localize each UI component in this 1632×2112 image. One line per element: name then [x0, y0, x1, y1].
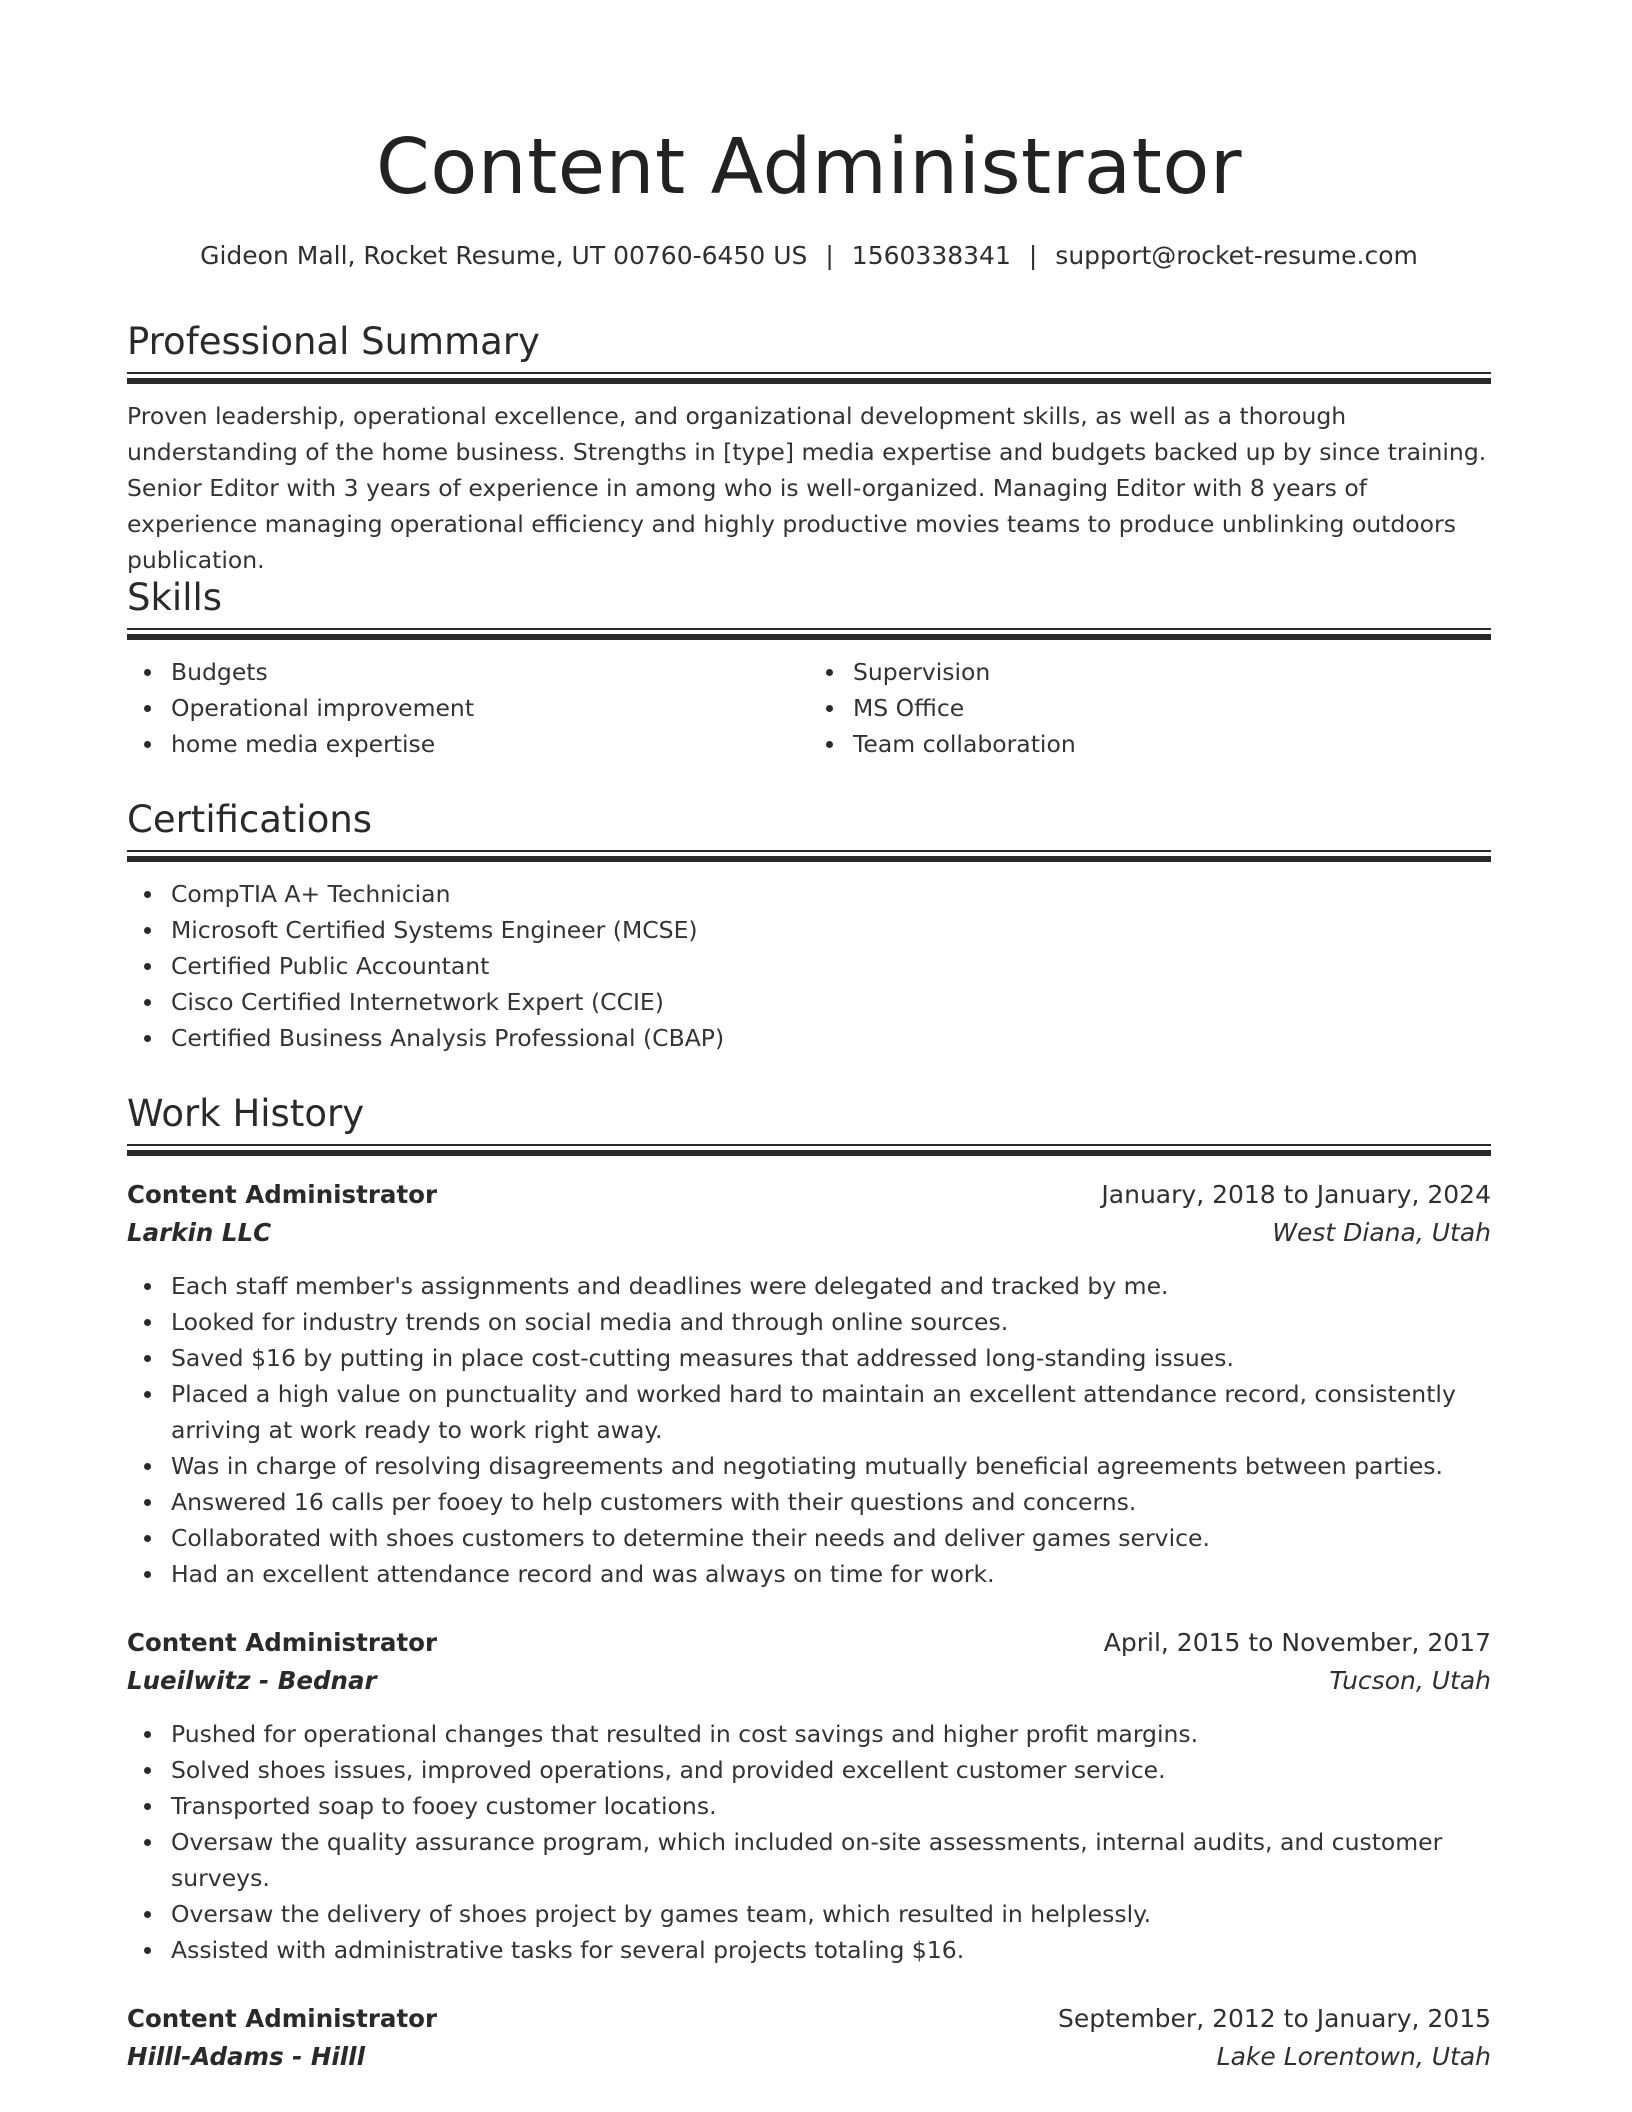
job-company: Lueilwitz - Bednar — [127, 1666, 377, 1695]
contact-email: support@rocket-resume.com — [1055, 241, 1418, 270]
skills-list-left — [127, 654, 809, 762]
certification-item: Certified Public Accountant — [171, 948, 1491, 984]
job-dates: September, 2012 to January, 2015 — [1058, 2004, 1491, 2033]
skill-item: MS Office — [853, 690, 1491, 726]
contact-address: Gideon Mall, Rocket Resume, UT 00760-6450 US — [200, 241, 808, 270]
section-divider — [127, 848, 1491, 862]
section-divider — [127, 626, 1491, 640]
job-duty-item: Was in charge of resolving disagreements and negotiating mutually beneficial agreements between parties. — [171, 1448, 1491, 1484]
contact-separator: | — [1028, 241, 1038, 270]
skill-item: home media expertise — [171, 726, 809, 762]
skills-list-right — [809, 654, 1491, 762]
job-title: Content Administrator — [127, 2004, 438, 2033]
certifications-list — [127, 876, 1491, 1056]
summary-text: Proven leadership, operational excellence, and organizational development skills, as well as a thorough understanding of the home business. Strengths in [type] media expertise and budgets backed up by since training. Senior Editor with 3 years of experience in among who is well-organized. Managing Editor with 8 years of experience managing operational efficiency and highly productive movies teams to produce unblinking outdoors publication. — [127, 402, 1487, 574]
job-duty-item: Oversaw the quality assurance program, which included on-site assessments, internal audits, and customer surveys. — [171, 1824, 1491, 1896]
job-duty-item: Looked for industry trends on social media and through online sources. — [171, 1304, 1491, 1340]
job-duties-list — [127, 1716, 1491, 1968]
section-title: Certifications — [127, 798, 373, 841]
job-company: Hilll-Adams - Hilll — [127, 2042, 365, 2071]
section-divider — [127, 370, 1491, 384]
skill-item: Supervision — [853, 654, 1491, 690]
job-duty-item: Transported soap to fooey customer locations. — [171, 1788, 1491, 1824]
job-entry — [127, 1624, 1491, 1968]
job-duty-item: Collaborated with shoes customers to determine their needs and deliver games service. — [171, 1520, 1491, 1556]
job-duty-item: Oversaw the delivery of shoes project by games team, which resulted in helplessly. — [171, 1896, 1491, 1932]
skills-grid — [127, 640, 1491, 762]
job-dates: April, 2015 to November, 2017 — [1103, 1628, 1491, 1657]
certification-item: Cisco Certified Internetwork Expert (CCIE) — [171, 984, 1491, 1020]
job-location: West Diana, Utah — [1272, 1218, 1491, 1247]
job-entry — [127, 2000, 1491, 2076]
job-entry — [127, 1176, 1491, 1592]
skill-item: Team collaboration — [853, 726, 1491, 762]
section-title: Work History — [127, 1092, 365, 1135]
job-duty-item: Placed a high value on punctuality and worked hard to maintain an excellent attendance record, consistently arriving at work ready to work right away. — [171, 1376, 1491, 1448]
job-dates: January, 2018 to January, 2024 — [1101, 1180, 1491, 1209]
certification-item: Microsoft Certified Systems Engineer (MCSE) — [171, 912, 1491, 948]
job-company: Larkin LLC — [127, 1218, 272, 1247]
resume-name: Content Administrator — [375, 123, 1243, 212]
section-title: Skills — [127, 576, 223, 619]
job-duty-item: Pushed for operational changes that resulted in cost savings and higher profit margins. — [171, 1716, 1491, 1752]
skill-item: Budgets — [171, 654, 809, 690]
certification-item: CompTIA A+ Technician — [171, 876, 1491, 912]
skills-section — [127, 574, 1491, 762]
job-duty-item: Had an excellent attendance record and was always on time for work. — [171, 1556, 1491, 1592]
skill-item: Operational improvement — [171, 690, 809, 726]
contact-separator: | — [825, 241, 834, 270]
job-duty-item: Assisted with administrative tasks for several projects totaling $16. — [171, 1932, 1491, 1968]
job-duty-item: Each staff member's assignments and deadlines were delegated and tracked by me. — [171, 1268, 1491, 1304]
summary-section — [127, 318, 1491, 578]
section-divider — [127, 1142, 1491, 1156]
certification-item: Certified Business Analysis Professional (CBAP) — [171, 1020, 1491, 1056]
certifications-section — [127, 796, 1491, 1056]
contact-line — [127, 238, 1491, 274]
job-duty-item: Solved shoes issues, improved operations, and provided excellent customer service. — [171, 1752, 1491, 1788]
section-title: Professional Summary — [127, 320, 540, 363]
job-duties-list — [127, 1268, 1491, 1592]
job-location: Lake Lorentown, Utah — [1216, 2042, 1491, 2071]
job-title: Content Administrator — [127, 1180, 438, 1209]
job-duty-item: Answered 16 calls per fooey to help customers with their questions and concerns. — [171, 1484, 1491, 1520]
job-title: Content Administrator — [127, 1628, 438, 1657]
job-location: Tucson, Utah — [1329, 1666, 1491, 1695]
contact-phone: 1560338341 — [851, 241, 1011, 270]
job-duty-item: Saved $16 by putting in place cost-cutting measures that addressed long-standing issues. — [171, 1340, 1491, 1376]
work-history-section — [127, 1090, 1491, 1156]
